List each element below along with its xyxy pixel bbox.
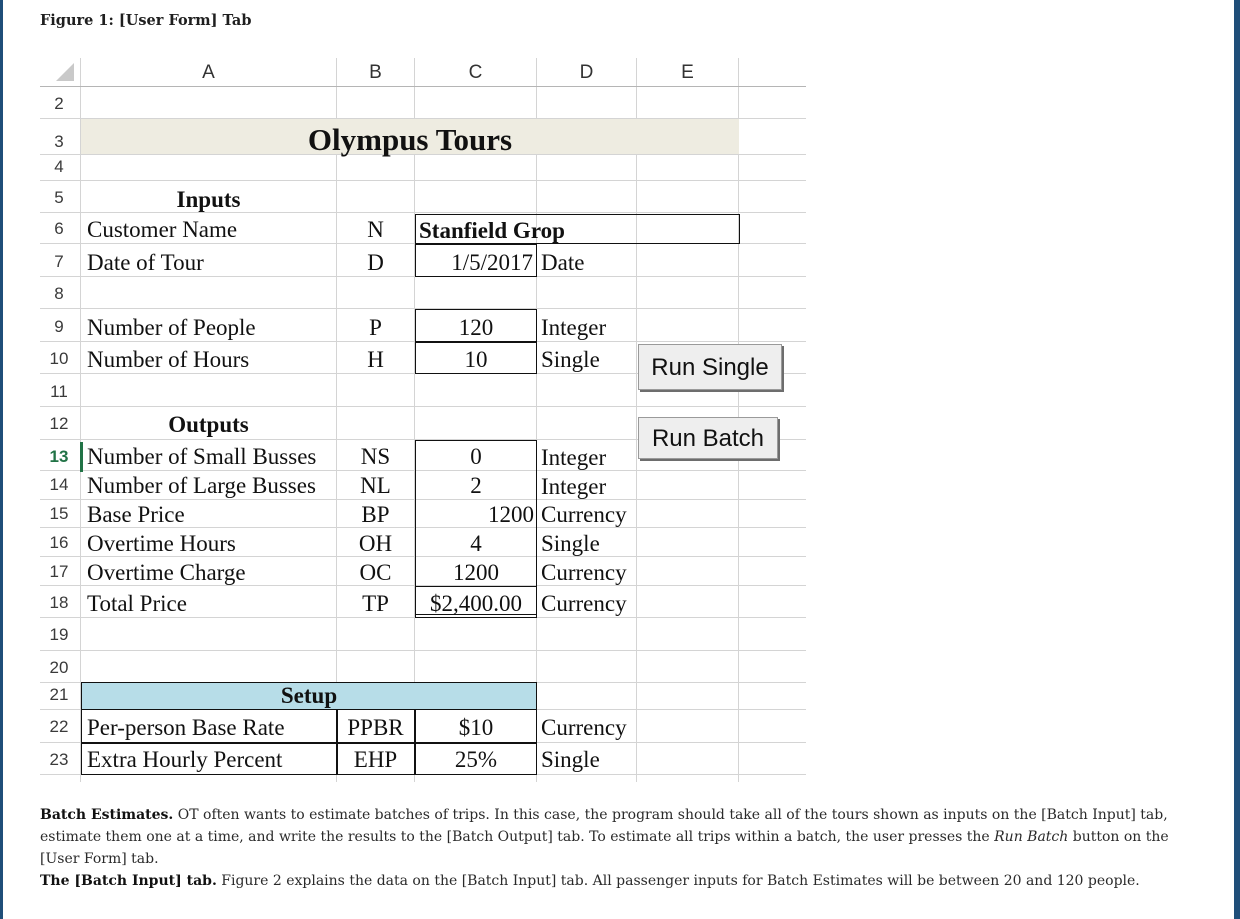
row-header[interactable]: 10 <box>49 349 69 368</box>
row-header[interactable]: 15 <box>49 504 69 523</box>
row-header[interactable]: 22 <box>49 717 69 736</box>
select-all-corner[interactable] <box>56 63 74 81</box>
sheet-title: Olympus Tours <box>307 122 513 157</box>
setup-value[interactable]: 25% <box>454 747 498 772</box>
row-header-selected[interactable]: 13 <box>49 447 69 466</box>
paragraph-text: Figure 2 explains the data on the [Batch Input] tab. All passenger inputs for Batch Estimates will be between 20 and 120 people. <box>216 873 1140 889</box>
row-header[interactable]: 5 <box>54 188 64 207</box>
output-value[interactable]: 2 <box>470 473 482 498</box>
output-label: Number of Small Busses <box>87 444 317 469</box>
selected-row-indicator <box>80 442 83 472</box>
row-header[interactable]: 23 <box>49 750 69 769</box>
spreadsheet <box>40 58 806 782</box>
page-border-right <box>1234 0 1240 919</box>
input-label: Date of Tour <box>87 250 204 275</box>
row-header[interactable]: 20 <box>49 658 69 677</box>
input-code: N <box>367 217 384 242</box>
paragraph-batch-input-tab <box>40 870 1210 892</box>
setup-type: Single <box>541 747 600 772</box>
output-type: Currency <box>541 502 627 527</box>
setup-label: Per-person Base Rate <box>87 715 285 740</box>
paragraph-lead: Batch Estimates. <box>40 807 174 823</box>
output-label: Total Price <box>87 591 187 616</box>
column-header-b[interactable]: B <box>369 62 382 83</box>
output-code: OH <box>358 531 393 556</box>
row-header[interactable]: 4 <box>54 157 64 176</box>
column-header-d[interactable]: D <box>579 62 594 83</box>
row-header[interactable]: 8 <box>54 284 64 303</box>
setup-header: Setup <box>280 683 338 708</box>
row-header[interactable]: 16 <box>49 533 69 552</box>
output-type: Currency <box>541 591 627 616</box>
row-header[interactable]: 2 <box>54 94 64 113</box>
customer-name-value[interactable]: Stanfield Grop <box>419 218 565 243</box>
output-code: NS <box>360 444 391 469</box>
output-value[interactable]: 0 <box>470 444 482 469</box>
output-value[interactable]: 1200 <box>488 502 534 527</box>
output-code: TP <box>362 591 389 616</box>
output-type: Single <box>541 531 600 556</box>
input-type: Date <box>541 250 585 275</box>
setup-code: EHP <box>353 747 398 772</box>
output-code: BP <box>361 502 390 527</box>
paragraph-text: button on the [User Form] tab. <box>40 829 1169 867</box>
outputs-header: Outputs <box>168 412 249 437</box>
column-header-e[interactable]: E <box>681 62 694 83</box>
row-header[interactable]: 7 <box>54 252 64 271</box>
page-border-left <box>0 0 3 919</box>
input-code: P <box>369 315 382 340</box>
setup-label: Extra Hourly Percent <box>87 747 283 772</box>
date-of-tour-value[interactable]: 1/5/2017 <box>451 250 533 275</box>
input-code: H <box>367 347 384 372</box>
output-label: Number of Large Busses <box>87 473 316 498</box>
row-header[interactable]: 3 <box>54 132 64 151</box>
output-value[interactable]: 1200 <box>453 560 499 585</box>
number-of-hours-value[interactable]: 10 <box>464 347 488 372</box>
paragraph-batch-estimates <box>40 804 1210 870</box>
row-header[interactable]: 19 <box>49 625 69 644</box>
setup-value[interactable]: $10 <box>458 715 494 740</box>
output-type: Currency <box>541 560 627 585</box>
column-header-c[interactable]: C <box>468 62 483 83</box>
run-batch-button[interactable]: Run Batch <box>638 417 778 459</box>
output-value[interactable]: 4 <box>470 531 482 556</box>
input-label: Number of People <box>87 315 256 340</box>
run-single-button[interactable]: Run Single <box>638 344 782 390</box>
output-label: Base Price <box>87 502 185 527</box>
figure-title: Figure 1: [User Form] Tab <box>40 12 252 29</box>
input-label: Customer Name <box>87 217 238 242</box>
row-header[interactable]: 11 <box>50 382 68 401</box>
input-label: Number of Hours <box>87 347 250 372</box>
setup-code: PPBR <box>347 715 404 740</box>
row-header[interactable]: 14 <box>49 475 69 494</box>
row-header[interactable]: 9 <box>54 317 64 336</box>
column-header-a[interactable]: A <box>202 62 215 83</box>
row-header[interactable]: 21 <box>49 685 69 704</box>
paragraph-emphasis: Run Batch <box>994 829 1069 845</box>
number-of-people-value[interactable]: 120 <box>458 315 494 340</box>
output-label: Overtime Charge <box>87 560 246 585</box>
output-label: Overtime Hours <box>87 531 236 556</box>
row-header[interactable]: 6 <box>54 219 64 238</box>
setup-type: Currency <box>541 715 627 740</box>
row-header[interactable]: 17 <box>49 562 69 581</box>
paragraph-lead: The [Batch Input] tab. <box>40 873 217 889</box>
output-code: OC <box>359 560 392 585</box>
inputs-header: Inputs <box>176 187 241 212</box>
row-header[interactable]: 12 <box>49 414 69 433</box>
output-code: NL <box>360 473 391 498</box>
paragraph-text: OT often wants to estimate batches of trips. In this case, the program should take all of the tours shown as inputs on the [Batch Input] tab, estimate them one at a time, and write the results to the [Batch Output] tab. To estimate all trips within a batch, the user presses the <box>40 807 1168 845</box>
input-code: D <box>367 250 384 275</box>
input-type: Integer <box>541 315 607 340</box>
output-type: Integer <box>541 474 607 499</box>
row-header[interactable]: 18 <box>49 593 69 612</box>
output-type: Integer <box>541 445 607 470</box>
total-price-value[interactable]: $2,400.00 <box>430 591 522 616</box>
input-type: Single <box>541 347 600 372</box>
